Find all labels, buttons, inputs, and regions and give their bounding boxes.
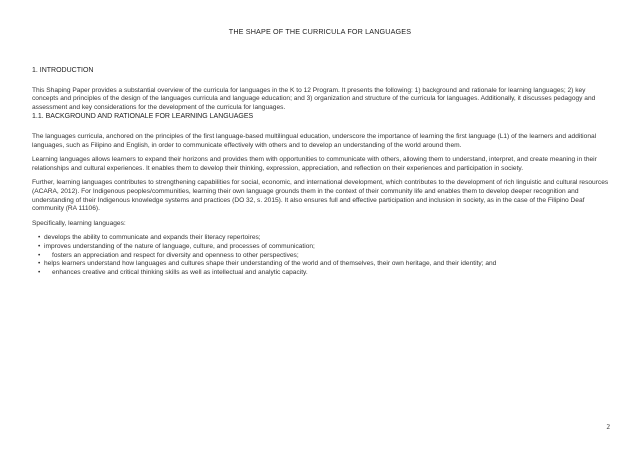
paragraph: Learning languages allows learners to expand their horizons and provides them with opportunities to communicate with others, allowing them to understand, interpret, and create meaning in their relationships and cultural experiences. It enables them to develop their thinking, expression, appreciation, and reflection on their experiences and participation in society.	[32, 156, 597, 172]
list-item: • enhances creative and critical thinking skills as well as intellectual and analytic capacity.	[38, 268, 308, 276]
list-item: • improves understanding of the nature of language, culture, and processes of communication;	[38, 242, 315, 250]
paragraph: The languages curricula, anchored on the principles of the first language-based multilingual education, underscore the importance of learning the first language (L1) of the learners and additional languages, such as Filipino and English, in order to communicate effectively with others and to develop an understanding of the world around them.	[32, 132, 597, 149]
subsection-heading: 1.1. BACKGROUND AND RATIONALE FOR LEARNING LANGUAGES	[32, 113, 254, 121]
document-title: THE SHAPE OF THE CURRICULA FOR LANGUAGES	[228, 27, 412, 36]
bullet-icon: •	[38, 251, 41, 259]
list-item: • helps learners understand how languages and cultures shape their understanding of the world and of themselves, their own heritage, and their identity; and	[38, 260, 497, 268]
bullet-icon: •	[38, 260, 41, 268]
intro-paragraph: This Shaping Paper provides a substantial overview of the curricula for languages in the K to 12 Program. It presents the following: 1) background and rationale for learning languages; 2) key concepts and principles of the design of the languages curricula and language education; and 3) organization and structure of the curricula for languages. Additionally, it discusses pedagogy and assessment and key considerations for the development of the curricula for languages.	[32, 86, 596, 111]
section-heading: 1. INTRODUCTION	[32, 67, 94, 74]
bullet-icon: •	[38, 234, 41, 242]
list-item: • fosters an appreciation and respect for diversity and openness to other perspectives;	[38, 251, 299, 259]
paragraph: Further, learning languages contributes to strengthening capabilities for social, economic, and international development, which contributes to the development of rich linguistic and cultural resources (ACARA, 2012). For Indigenous peoples/communities, learning their own language grounds them in the context of their community life and enables them to develop deeper recognition and understanding of their Indigenous knowledge systems and practices (DO 32, s. 2015). It also ensures full and effective participation and inclusion in society, as in the case of the Filipino Deaf community (RA 11106).	[32, 179, 609, 213]
bullet-icon: •	[38, 242, 41, 250]
list-item: • develops the ability to communicate and expands their literacy repertoires;	[38, 234, 261, 242]
bullet-list	[32, 234, 612, 277]
list-intro: Specifically, learning languages:	[32, 219, 126, 227]
bullet-icon: •	[38, 268, 41, 276]
document-body	[32, 67, 612, 277]
page-number: 2	[606, 423, 610, 431]
